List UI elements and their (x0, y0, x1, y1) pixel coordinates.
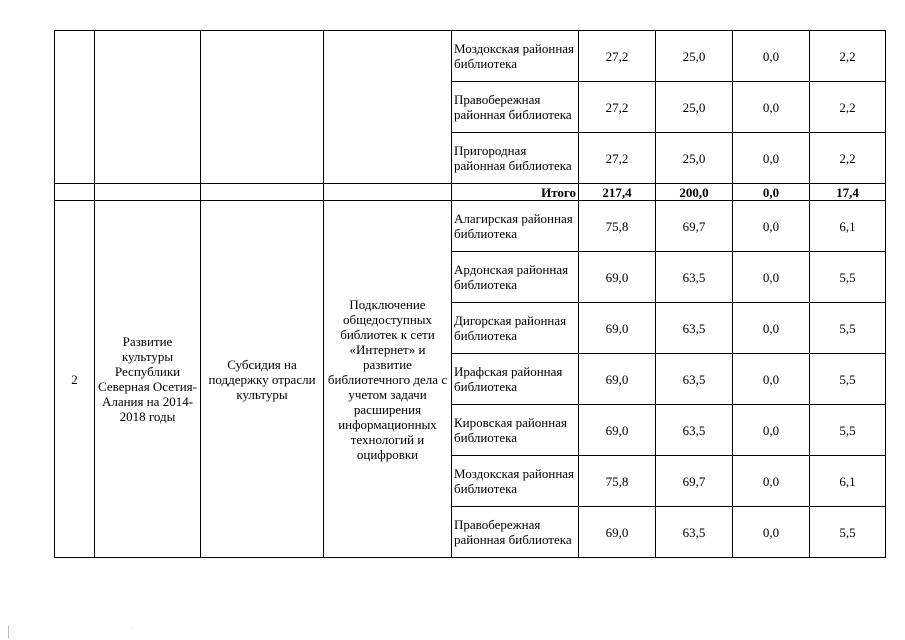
value-federal: 63,5 (656, 303, 733, 354)
value-federal: 63,5 (656, 405, 733, 456)
value-regional: 5,5 (810, 303, 886, 354)
value-federal: 63,5 (656, 252, 733, 303)
subsidy-table (54, 30, 886, 558)
empty-cell (324, 184, 452, 201)
scan-margin-mark (8, 626, 9, 638)
value-other: 0,0 (733, 31, 810, 82)
value-other: 0,0 (733, 252, 810, 303)
value-regional: 5,5 (810, 354, 886, 405)
value-regional: 5,5 (810, 507, 886, 558)
value-other: 0,0 (733, 456, 810, 507)
value-federal: 25,0 (656, 31, 733, 82)
library-name: Ардонская районная библиотека (452, 252, 579, 303)
value-total: 75,8 (579, 201, 656, 252)
row-number: 2 (55, 201, 95, 558)
value-total: 69,0 (579, 354, 656, 405)
value-federal: 25,0 (656, 133, 733, 184)
total-value: 217,4 (579, 184, 656, 201)
library-name: Моздокская районная библиотека (452, 31, 579, 82)
value-total: 69,0 (579, 507, 656, 558)
value-total: 27,2 (579, 133, 656, 184)
value-regional: 5,5 (810, 252, 886, 303)
empty-cell (201, 184, 324, 201)
value-total: 69,0 (579, 405, 656, 456)
library-name: Ирафская районная библиотека (452, 354, 579, 405)
table-row (55, 201, 886, 252)
value-other: 0,0 (733, 354, 810, 405)
row-number-cell (55, 31, 95, 184)
library-name: Кировская районная библиотека (452, 405, 579, 456)
table-row (55, 31, 886, 82)
value-other: 0,0 (733, 201, 810, 252)
program-name: Развитие культуры Республики Северная Осетия-Алания на 2014-2018 годы (95, 201, 201, 558)
value-other: 0,0 (733, 82, 810, 133)
total-label: Итого (452, 184, 579, 201)
library-name: Пригородная районная библиотека (452, 133, 579, 184)
subsidy-cell (201, 31, 324, 184)
purpose-text: Подключение общедоступных библиотек к сети «Интернет» и развитие библиотечного дела с учетом задачи расширения информационных технологий и оцифровки (324, 201, 452, 558)
value-federal: 63,5 (656, 354, 733, 405)
value-other: 0,0 (733, 507, 810, 558)
value-other: 0,0 (733, 303, 810, 354)
value-total: 27,2 (579, 82, 656, 133)
value-total: 69,0 (579, 303, 656, 354)
library-name: Алагирская районная библиотека (452, 201, 579, 252)
value-total: 27,2 (579, 31, 656, 82)
value-other: 0,0 (733, 405, 810, 456)
value-regional: 6,1 (810, 456, 886, 507)
empty-cell (55, 184, 95, 201)
total-value: 200,0 (656, 184, 733, 201)
program-cell (95, 31, 201, 184)
value-other: 0,0 (733, 133, 810, 184)
empty-cell (95, 184, 201, 201)
value-regional: 2,2 (810, 31, 886, 82)
value-federal: 69,7 (656, 456, 733, 507)
purpose-cell (324, 31, 452, 184)
subsidy-name: Субсидия на поддержку отрасли культуры (201, 201, 324, 558)
library-name: Правобережная районная библиотека (452, 82, 579, 133)
value-regional: 5,5 (810, 405, 886, 456)
value-federal: 25,0 (656, 82, 733, 133)
value-total: 69,0 (579, 252, 656, 303)
value-federal: 63,5 (656, 507, 733, 558)
library-name: Моздокская районная библиотека (452, 456, 579, 507)
scan-artifact (132, 627, 133, 628)
value-federal: 69,7 (656, 201, 733, 252)
total-row (55, 184, 886, 201)
value-regional: 2,2 (810, 133, 886, 184)
total-value: 17,4 (810, 184, 886, 201)
library-name: Правобережная районная библиотека (452, 507, 579, 558)
value-regional: 6,1 (810, 201, 886, 252)
value-regional: 2,2 (810, 82, 886, 133)
total-value: 0,0 (733, 184, 810, 201)
library-name: Дигорская районная библиотека (452, 303, 579, 354)
value-total: 75,8 (579, 456, 656, 507)
